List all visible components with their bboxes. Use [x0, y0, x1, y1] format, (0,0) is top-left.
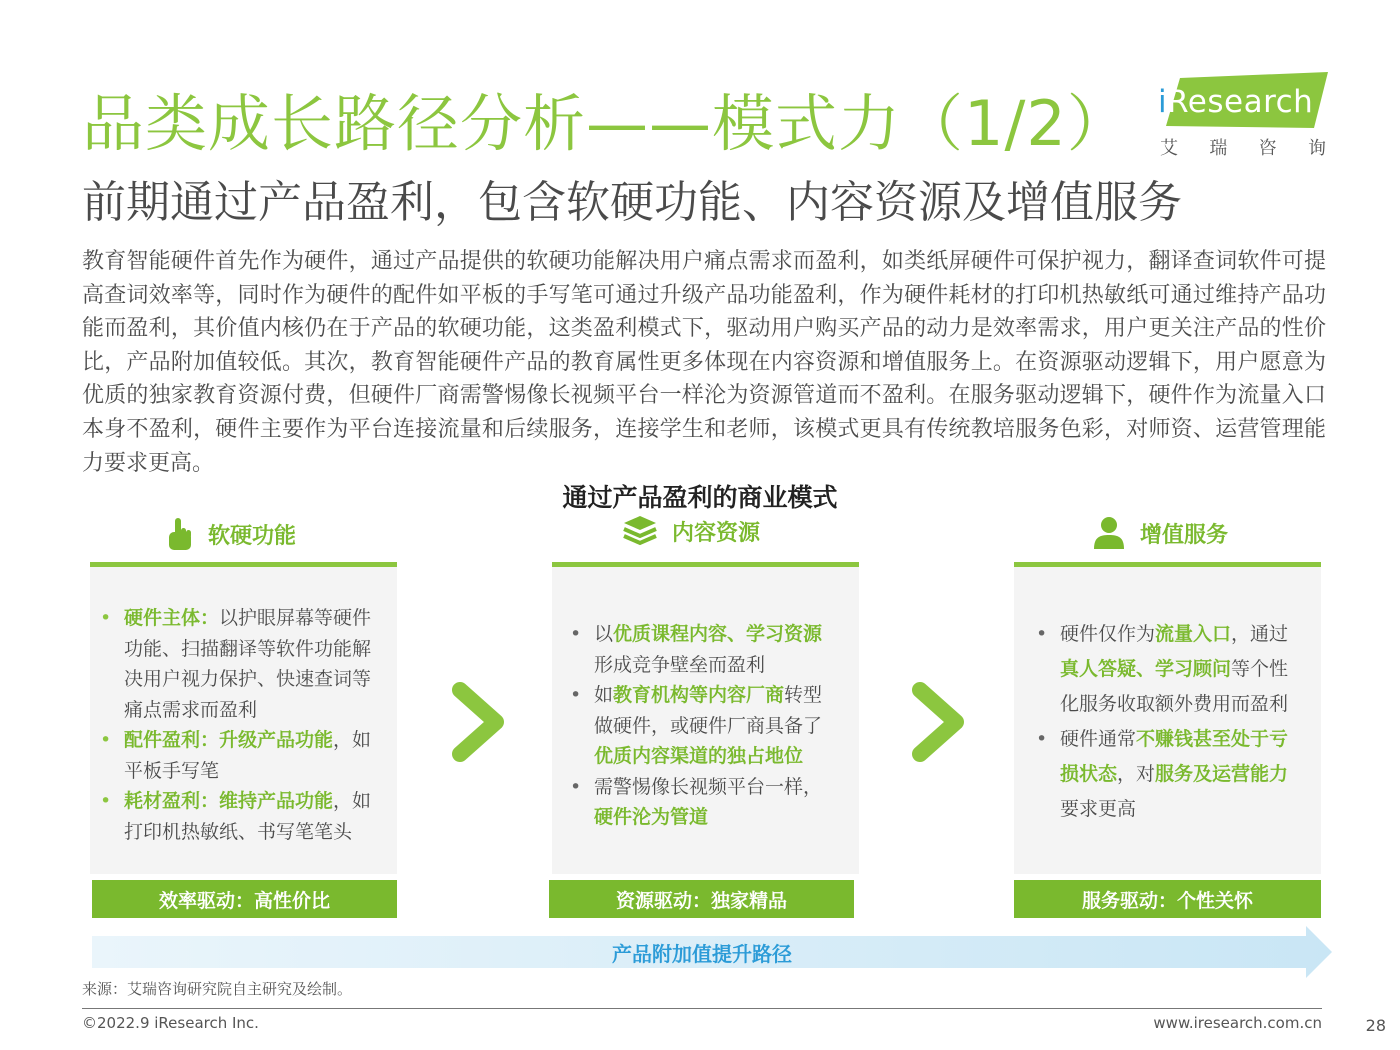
- column-heading-content: [622, 514, 760, 548]
- card-bullet: • 硬件通常不赚钱甚至处于亏损状态，对服务及运营能力要求更高: [1026, 722, 1297, 827]
- hand-pointer-icon: [166, 516, 194, 552]
- layers-icon: [622, 514, 658, 548]
- card-bullet: • 耗材盈利：维持产品功能，如打印机热敏纸、书写笔笔头: [90, 786, 379, 847]
- driver-label-resource: 资源驱动：独家精品: [549, 880, 854, 918]
- card-value-added: [1014, 562, 1321, 874]
- diagram-title: 通过产品盈利的商业模式: [562, 483, 838, 512]
- card-content: [552, 562, 859, 874]
- iresearch-logo: [1158, 72, 1328, 162]
- card-bullet: • 需警惕像长视频平台一样，硬件沦为管道: [560, 772, 833, 833]
- chevron-right-icon: [448, 682, 508, 762]
- body-paragraph: 教育智能硬件首先作为硬件，通过产品提供的软硬功能解决用户痛点需求而盈利，如类纸屏硬件可保护视力，翻译查词软件可提高查词效率等，同时作为硬件的配件如平板的手写笔可通过升级产品功能盈利，作为硬件耗材的打印机热敏纸可通过维持产品功能而盈利，其价值内核仍在于产品的软硬功能，这类盈利模式下，驱动用户购买产品的动力是效率需求，用户更关注产品的性价比，产品附加值较低。其次，教育智能硬件产品的教育属性更多体现在内容资源和增值服务上。在资源驱动逻辑下，用户愿意为优质的独家教育资源付费，但硬件厂商需警惕像长视频平台一样沦为资源管道而不盈利。在服务驱动逻辑下，硬件作为流量入口本身不盈利，硬件主要作为平台连接流量和后续服务，连接学生和老师，该模式更具有传统教培服务色彩，对师资、运营管理能力要求更高。: [82, 249, 1326, 476]
- page-title: 品类成长路径分析——模式力（1/2）: [82, 87, 1130, 160]
- column-heading-label: 增值服务: [1140, 522, 1229, 548]
- column-heading-label: 内容资源: [672, 520, 761, 546]
- logo-i: i: [1158, 84, 1168, 120]
- page-subtitle: 前期通过产品盈利，包含软硬功能、内容资源及增值服务: [82, 177, 1182, 228]
- column-heading-value-added: [1092, 516, 1228, 550]
- source-note: 来源：艾瑞咨询研究院自主研究及绘制。: [82, 980, 353, 998]
- driver-label-efficiency: 效率驱动：高性价比: [92, 880, 397, 918]
- copyright: ©2022.9 iResearch Inc.: [82, 1014, 259, 1032]
- footer-divider: [82, 1008, 1322, 1009]
- logo-chinese: 艾 瑞 咨 询: [1160, 138, 1326, 159]
- chevron-right-icon: [908, 682, 968, 762]
- card-bullet: • 硬件仅作为流量入口，通过真人答疑、学习顾问等个性化服务收取额外费用而盈利: [1026, 617, 1297, 722]
- card-software-hardware: [90, 562, 397, 874]
- website-url: www.iresearch.com.cn: [1153, 1014, 1322, 1032]
- column-heading-software-hardware: [166, 516, 296, 552]
- card-bullet: • 硬件主体：以护眼屏幕等硬件功能、扫描翻译等软件功能解决用户视力保护、快速查词等痛点需求而盈利: [90, 603, 379, 725]
- card-bullet: • 如教育机构等内容厂商转型做硬件，或硬件厂商具备了优质内容渠道的独占地位: [560, 680, 833, 772]
- logo-wordmark: [1158, 84, 1313, 120]
- card-bullet: • 以优质课程内容、学习资源形成竞争壁垒而盈利: [560, 619, 833, 680]
- column-heading-label: 软硬功能: [208, 523, 297, 549]
- page-number: 28: [1365, 1016, 1386, 1035]
- card-bullet: • 配件盈利：升级产品功能，如平板手写笔: [90, 725, 379, 786]
- driver-label-service: 服务驱动：个性关怀: [1014, 880, 1321, 918]
- logo-research: Research: [1167, 84, 1314, 120]
- value-path-label: 产品附加值提升路径: [612, 942, 792, 966]
- user-icon: [1092, 516, 1126, 550]
